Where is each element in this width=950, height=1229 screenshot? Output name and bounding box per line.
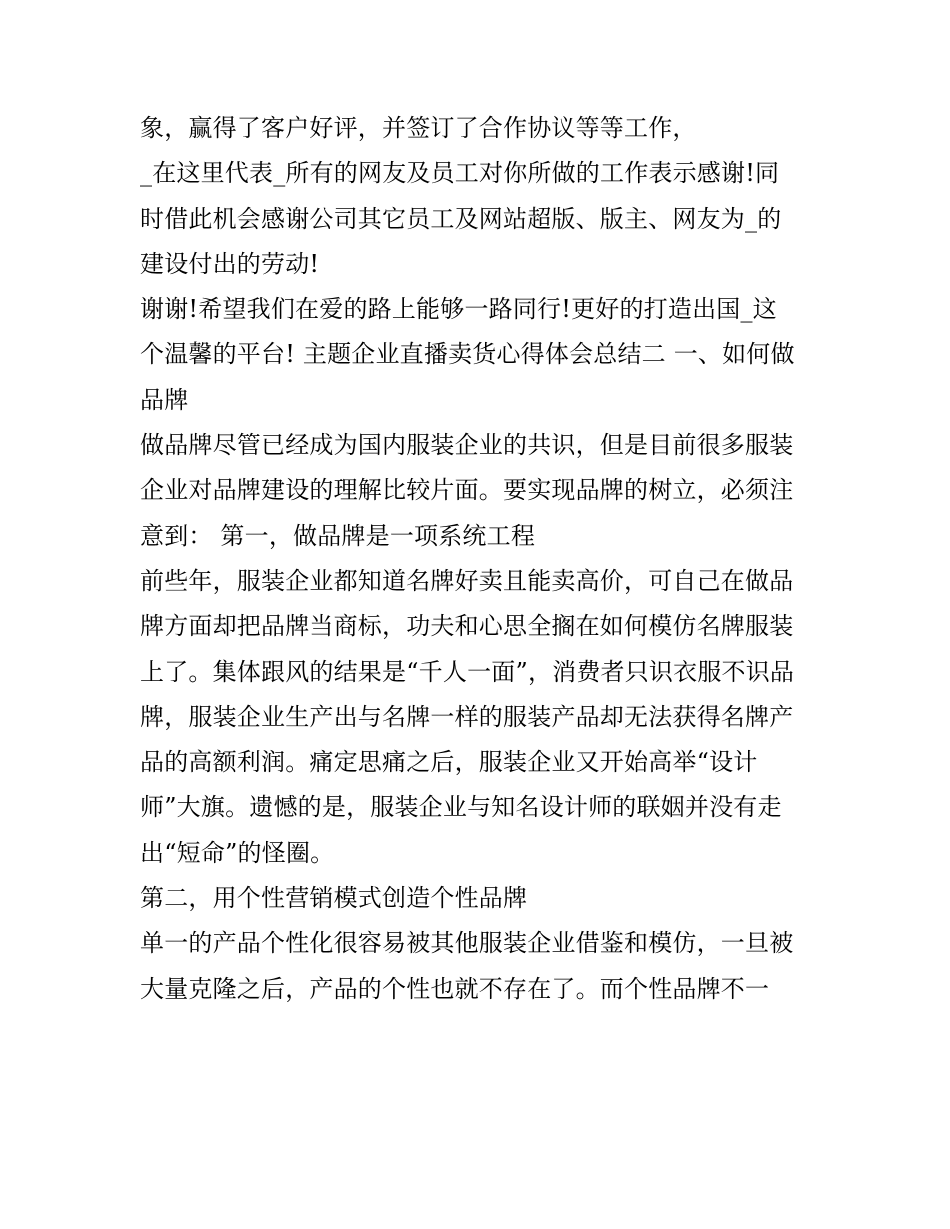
text-line: _在这里代表_所有的网友及员工对你所做的工作表示感谢!同 (140, 159, 780, 188)
text-line: 出“短命”的怪圈。 (140, 838, 335, 867)
text-line: 做品牌尽管已经成为国内服装企业的共识，但是目前很多服装 (140, 431, 794, 460)
text-line: 师”大旗。遗憾的是，服装企业与知名设计师的联姻并没有走 (140, 793, 782, 822)
text-line: 谢谢!希望我们在爱的路上能够一路同行!更好的打造出国_这 (140, 295, 777, 324)
text-line: 企业对品牌建设的理解比较片面。要实现品牌的树立，必须注 (140, 476, 794, 505)
text-line: 意到： 第一，做品牌是一项系统工程 (140, 521, 536, 550)
text-line: 牌，服装企业生产出与名牌一样的服装产品却无法获得名牌产 (140, 702, 794, 731)
text-line: 品的高额利润。痛定思痛之后，服装企业又开始高举“设计 (140, 748, 758, 777)
text-line: 建设付出的劳动! (140, 249, 320, 278)
text-line: 单一的产品个性化很容易被其他服装企业借鉴和模仿，一旦被 (140, 929, 794, 958)
text-line: 大量克隆之后，产品的个性也就不存在了。而个性品牌不一 (140, 974, 770, 1003)
text-line: 品牌 (140, 385, 189, 414)
text-line: 个温馨的平台! 主题企业直播卖货心得体会总结二 一、如何做 (140, 340, 795, 369)
text-line: 时借此机会感谢公司其它员工及网站超版、版主、网友为_的 (140, 204, 782, 233)
text-line: 前些年，服装企业都知道名牌好卖且能卖高价，可自己在做品 (140, 566, 794, 595)
text-line: 上了。集体跟风的结果是“千人一面”，消费者只识衣服不识品 (140, 657, 795, 686)
text-line: 象，赢得了客户好评，并签订了合作协议等等工作， (140, 114, 697, 142)
text-line: 牌方面却把品牌当商标，功夫和心思全搁在如何模仿名牌服装 (140, 612, 794, 641)
text-line: 第二，用个性营销模式创造个性品牌 (140, 884, 528, 913)
body-text (140, 106, 820, 1012)
